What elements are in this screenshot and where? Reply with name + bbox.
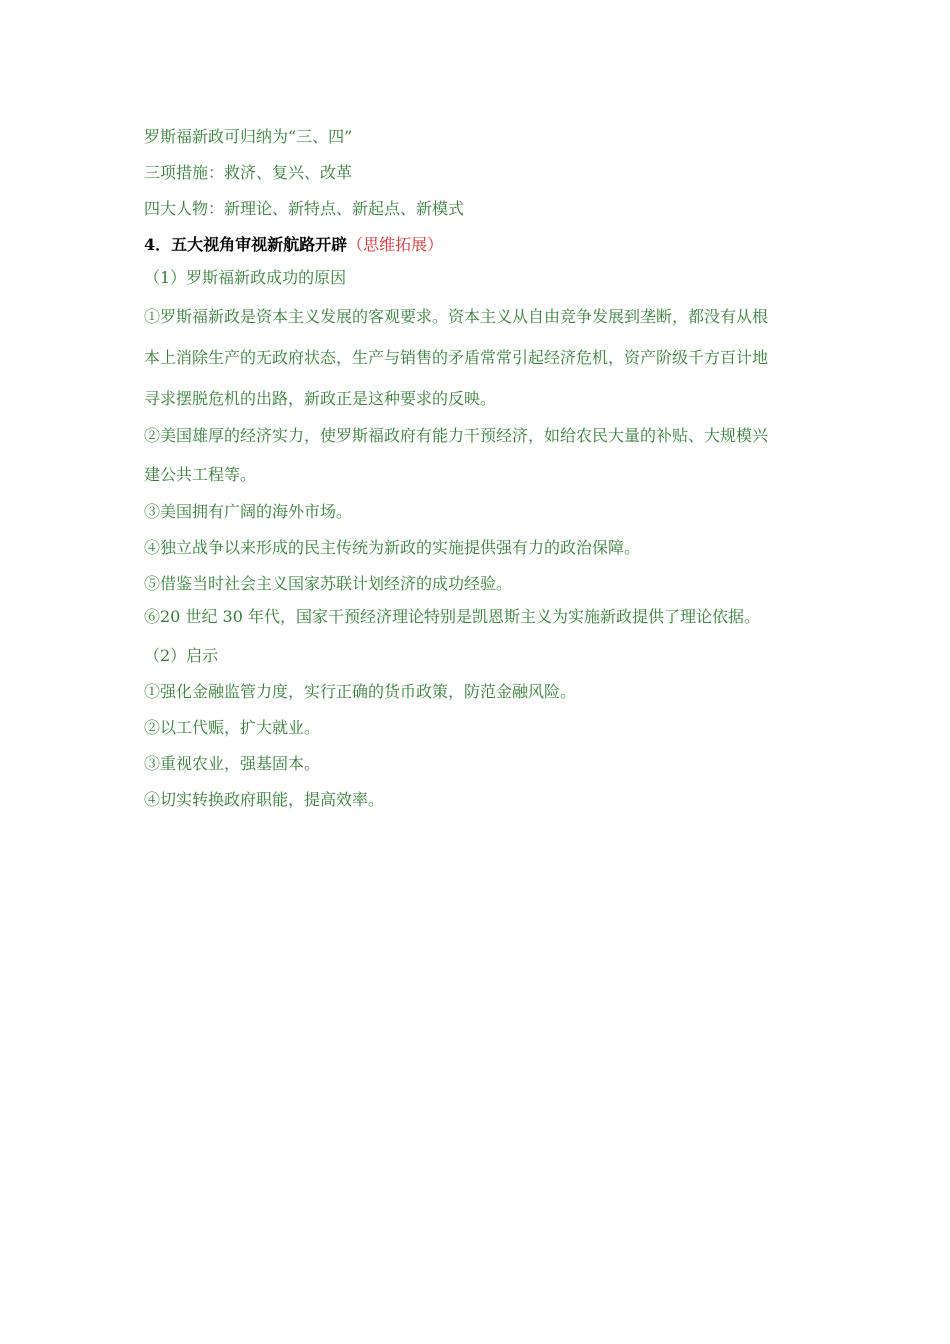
reason-line: 本上消除生产的无政府状态，生产与销售的矛盾常常引起经济危机，资产阶级千方百计地 bbox=[144, 348, 769, 367]
reason-line: ④独立战争以来形成的民主传统为新政的实施提供强有力的政治保障。 bbox=[144, 538, 641, 557]
insight-line: ①强化金融监管力度，实行正确的货币政策，防范金融风险。 bbox=[144, 682, 577, 701]
insight-title: （2）启示 bbox=[144, 646, 219, 665]
insight-line: ③重视农业，强基固本。 bbox=[144, 754, 321, 773]
measures-line: 三项措施：救济、复兴、改革 bbox=[144, 163, 353, 182]
reason-line: ⑤借鉴当时社会主义国家苏联计划经济的成功经验。 bbox=[144, 574, 513, 593]
reason-line: ⑥20 世纪 30 年代，国家干预经济理论特别是凯恩斯主义为实施新政提供了理论依据。 bbox=[144, 607, 760, 626]
reason-line: 寻求摆脱危机的出路，新政正是这种要求的反映。 bbox=[144, 389, 497, 408]
reason-line: ①罗斯福新政是资本主义发展的客观要求。资本主义从自由竞争发展到垄断，都没有从根 bbox=[144, 307, 769, 326]
summary-line: 罗斯福新政可归纳为“三、四” bbox=[144, 127, 353, 146]
reason-line: 建公共工程等。 bbox=[144, 465, 257, 484]
insight-line: ④切实转换政府职能，提高效率。 bbox=[144, 790, 385, 809]
reasons-title: （1）罗斯福新政成功的原因 bbox=[144, 268, 347, 287]
insight-line: ②以工代赈，扩大就业。 bbox=[144, 718, 321, 737]
reason-line: ②美国雄厚的经济实力，使罗斯福政府有能力干预经济，如给农民大量的补贴、大规模兴 bbox=[144, 426, 769, 445]
figures-line: 四大人物：新理论、新特点、新起点、新模式 bbox=[144, 199, 465, 218]
section-tag: （思维拓展） bbox=[347, 235, 444, 254]
section-title: 4．五大视角审视新航路开辟 bbox=[144, 235, 348, 254]
section-heading bbox=[144, 234, 443, 256]
reason-line: ③美国拥有广阔的海外市场。 bbox=[144, 502, 353, 521]
